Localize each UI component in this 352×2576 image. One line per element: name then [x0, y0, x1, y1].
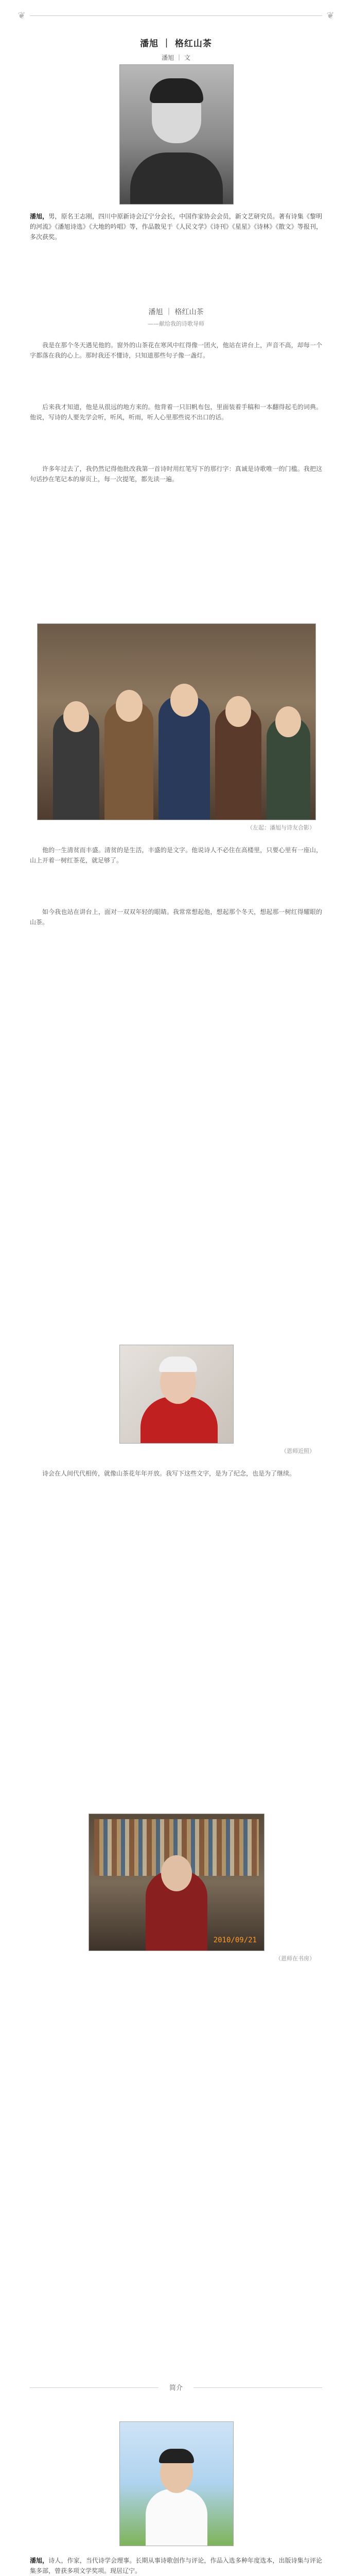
portrait-hair	[150, 78, 203, 103]
essay-subtitle: ——献给我的诗歌导师	[148, 320, 204, 327]
intro-name: 潘旭，	[30, 2557, 49, 2564]
essay-paragraph-1: 我是在那个冬天遇见他的。窗外的山茶花在寒风中红得像一团火，他站在讲台上，声音不高，却每一个字都落在我的心上。那时我还不懂诗，只知道那些句子像一盏灯。	[30, 342, 322, 359]
portrait-body	[130, 152, 223, 204]
article-header	[0, 36, 352, 62]
study-photo	[89, 1814, 265, 1951]
divider-line-right	[193, 2387, 322, 2388]
article-title: 潘旭 ｜ 格红山茶	[140, 39, 212, 49]
author-hair	[159, 2449, 194, 2463]
top-rule	[30, 15, 322, 16]
elder-photo-caption: （恩师近照）	[281, 1448, 315, 1454]
intro-bio	[30, 2555, 322, 2576]
author-portrait	[119, 64, 234, 205]
intro-heading: 简介	[169, 2384, 183, 2392]
intro-text: 诗人，作家，当代诗学会理事。长期从事诗歌创作与评论，作品入选多种年度选本，出版诗集与评论集多部，曾获多项文学奖项。现居辽宁。	[30, 2557, 322, 2574]
author-photo	[119, 2421, 234, 2546]
essay-paragraph-6: 诗会在人间代代相传，就像山茶花年年开放。我写下这些文字，是为了纪念，也是为了继续。	[42, 1470, 296, 1477]
byline-suffix: ｜ 文	[176, 54, 190, 61]
group-head-3	[170, 684, 198, 717]
byline-name: 潘旭	[162, 54, 174, 61]
bio-text: 男，原名王志刚，四川中原新诗会辽宁分会长，中国作家协会会员，新文艺研究员。著有诗集《黎明的河流》《潘旭诗选》《大地的吟唱》等，作品散见于《人民文学》《诗刊》《星星》《诗林》《散文》等报刊，多次获奖。	[30, 213, 322, 241]
bio-label: 潘旭，	[30, 213, 49, 220]
author-bio	[30, 211, 322, 242]
essay-paragraph-4: 他的一生清贫而丰盛。清贫的是生活，丰盛的是文字。他说诗人不必住在高楼里，只要心里有一座山，山上开着一树红茶花，就足够了。	[30, 846, 322, 864]
essay-title: 潘旭 ｜ 格红山茶	[148, 308, 204, 316]
essay-paragraph-5: 如今我也站在讲台上，面对一双双年轻的眼睛。我常常想起他，想起那个冬天，想起那一树红得耀眼的山茶。	[30, 908, 322, 926]
group-head-4	[225, 696, 251, 727]
intro-divider	[0, 2380, 352, 2396]
left-ornament-icon: ❦	[17, 10, 26, 21]
group-photo-caption: （左起：潘旭与诗友合影）	[247, 824, 315, 831]
group-photo	[37, 623, 316, 820]
study-man-head	[161, 1855, 192, 1891]
essay-paragraph-3: 许多年过去了，我仍然记得他批改我第一首诗时用红笔写下的那行字：真诚是诗歌唯一的门槛。我把这句话抄在笔记本的扉页上，每一次提笔，都先读一遍。	[30, 465, 322, 483]
group-head-1	[63, 701, 89, 732]
group-head-5	[275, 706, 301, 737]
article-byline	[0, 53, 352, 62]
elder-photo	[119, 1345, 234, 1444]
group-head-2	[116, 690, 143, 722]
photo-date-stamp: 2010/09/21	[213, 1936, 257, 1944]
author-shirt	[146, 2489, 207, 2546]
elder-hair	[159, 1357, 197, 1372]
right-ornament-icon: ❦	[326, 10, 335, 21]
essay-paragraph-2: 后来我才知道，他是从很远的地方来的。他背着一只旧帆布包，里面装着手稿和一本翻得起毛的词典。他说，写诗的人要先学会听，听风，听雨，听人心里那些说不出口的话。	[30, 403, 322, 421]
top-decor-bar	[0, 0, 352, 31]
study-photo-caption: （恩师在书房）	[275, 1955, 315, 1962]
